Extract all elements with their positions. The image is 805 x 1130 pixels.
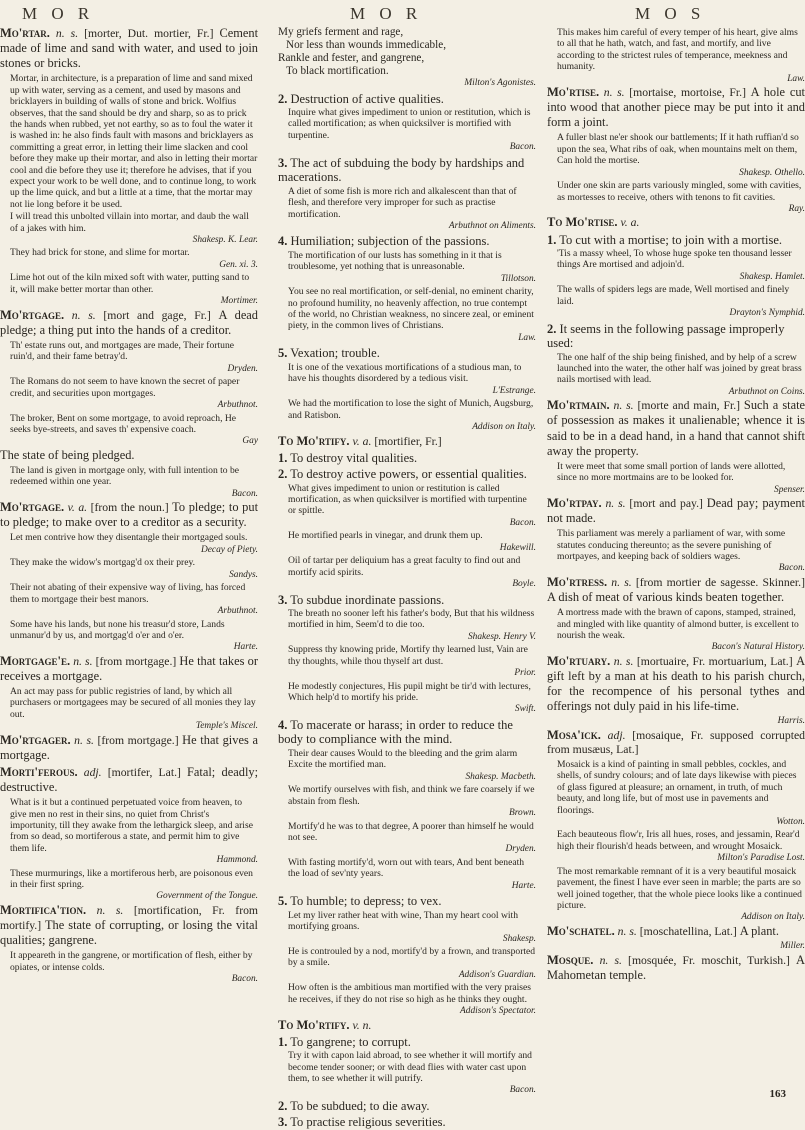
- dictionary-entry: [0, 308, 258, 338]
- citation: Try it with capon laid abroad, to see whether it will mortify and become tender sooner; or with dead flies with water cast upon them, to see whether it will putrify.: [288, 1050, 532, 1085]
- definition: Vexation; trouble.: [290, 346, 380, 361]
- sense-number: 2.: [278, 467, 288, 482]
- citation-source: Harris.: [777, 716, 805, 727]
- definition: Fatal; deadly; destructive.: [0, 764, 259, 795]
- citation-source: Milton's Paradise Lost.: [717, 853, 805, 864]
- etymology: [from mortgage.]: [97, 733, 179, 747]
- sense-definition: [278, 593, 536, 608]
- citation-source: L'Estrange.: [492, 385, 536, 396]
- citation: The walls of spiders legs are made, Well mortised and finely laid.: [557, 284, 790, 307]
- etymology: [morte and main, Fr.]: [637, 399, 741, 413]
- citation-source: Bacon.: [509, 517, 536, 528]
- citation: The land is given in mortgage only, with full intention to be redeemed within one year.: [10, 464, 240, 488]
- sense-number: 1.: [547, 232, 557, 247]
- citation-source: Shakesp. Macbeth.: [465, 771, 536, 782]
- dictionary-entry: [547, 215, 805, 230]
- citation: This makes him careful of every temper of his heart, give alms to all that he hath, watch, and fast, and mortify, and live according to the strictest rules of temperance, meekness and humanity.: [557, 27, 798, 73]
- citation-source: Mortimer.: [220, 296, 258, 307]
- citation-source: Arbuthnot on Coins.: [728, 386, 805, 397]
- citation: Their dear causes Would to the bleeding and the grim alarm Excite the mortified man.: [288, 747, 518, 771]
- definition: To cut with a mortise; to join with a mortise.: [559, 232, 782, 247]
- dictionary-entry: [278, 434, 536, 449]
- citation: 'Tis a massy wheel, To whose huge spoke ten thousand lesser things Are mortised and adjoin'd.: [557, 248, 792, 271]
- etymology: [mortaise, mortoise, Fr.]: [629, 86, 746, 100]
- poem-line: Rankle and fester, and gangrene,: [278, 52, 425, 64]
- sense-definition: [278, 346, 536, 361]
- part-of-speech: n. s.: [613, 654, 634, 668]
- citation-source: Gay: [242, 436, 258, 447]
- sense-definition: [547, 233, 805, 248]
- citation-source: Decay of Piety.: [200, 544, 258, 555]
- sense-number: 3.: [278, 1115, 288, 1130]
- sense-number: 1.: [278, 450, 288, 465]
- citation-source: Arbuthnot.: [217, 400, 258, 410]
- definition: To pledge; to put to pledge; to make over to a creditor as a security.: [0, 500, 259, 530]
- citation-source: Sandys.: [229, 569, 258, 580]
- citation-source: Bacon.: [231, 488, 258, 499]
- sense-definition: [278, 718, 536, 747]
- part-of-speech: v. n.: [352, 1018, 372, 1032]
- part-of-speech: adj.: [83, 765, 102, 779]
- citation: I will tread this unbolted villain into mortar, and daub the wall of a jakes with him.: [10, 211, 249, 234]
- definition: A hole cut into wood that another piece may be put into it and form a joint.: [547, 85, 805, 130]
- sense-number: 2.: [547, 321, 557, 336]
- sense-number: 3.: [278, 155, 288, 170]
- part-of-speech: n. s.: [96, 903, 124, 917]
- definition: To gangrene; to corrupt.: [290, 1034, 411, 1049]
- poem-line: To black mortification.: [286, 65, 389, 77]
- citation: You see no real mortification, or self-denial, no eminent charity, no profound humility, no heavenly affection, no true contempt of the world, no Christian weakness, no sincere zeal, or eminent piety, in the common lives of Christians.: [288, 286, 534, 332]
- part-of-speech: n. s.: [613, 399, 634, 413]
- citation-source: Law.: [518, 332, 536, 343]
- citation: Some have his lands, but none his treasur'd store, Lands unmanur'd by us, and mortgag'd o'er and o'er.: [10, 618, 225, 641]
- citation: The Romans do not seem to have known the secret of paper credit, and securities upon mortgages.: [10, 376, 240, 399]
- citation-source: Wotton.: [776, 816, 805, 827]
- dictionary-entry: [0, 733, 258, 763]
- part-of-speech: n. s.: [611, 575, 632, 589]
- definition: Such a state of possession as makes it unalienable; whence it is said to be in a dead hand, in a hand that cannot shift away the property.: [547, 398, 805, 458]
- definition: Destruction of active qualities.: [290, 91, 444, 106]
- citation-source: Hakewill.: [499, 542, 536, 553]
- headword: To Mo'rtify.: [278, 1017, 350, 1032]
- definition: The state of corrupting, or losing the vital qualities; gangrene.: [0, 918, 258, 948]
- citation-source: Spenser.: [774, 484, 805, 495]
- definition: To practise religious severities.: [290, 1115, 446, 1130]
- headword: Mo'rtpay.: [547, 496, 602, 511]
- headword: Mo'rtmain.: [547, 398, 610, 413]
- definition: It seems in the following passage improperly used:: [547, 321, 785, 351]
- part-of-speech: n. s.: [599, 953, 622, 967]
- citation-source: Bacon.: [509, 142, 536, 153]
- citation-source: Temple's Miscel.: [195, 721, 258, 732]
- citation: Inquire what gives impediment to union or restitution, which is called mortification; as when quicksilver is mortified with turpentine.: [288, 107, 531, 141]
- citation: Mortify'd he was to that degree, A poorer than himself he would not see.: [288, 820, 534, 843]
- dictionary-entry: [0, 903, 258, 948]
- headword: Mo'rtgager.: [0, 732, 71, 747]
- definition: To be subdued; to die away.: [290, 1098, 430, 1113]
- definition: A plant.: [739, 923, 779, 938]
- dictionary-column-left: [0, 26, 258, 1088]
- citation: We had the mortification to lose the sight of Munich, Augsburg, and Ratisbon.: [288, 398, 534, 421]
- citation: The mortification of our lusts has something in it that is troublesome, yet nothing that is unreasonable.: [288, 249, 502, 273]
- citation-source: Bacon's Natural History.: [711, 642, 805, 653]
- citation: This parliament was merely a parliament of war, with some statutes conducing thereunto; as the severe punishing of mortpayes, and keeping back of soldiers wages.: [557, 528, 786, 563]
- sense-number: 4.: [278, 234, 288, 249]
- definition: He that gives a mortgage.: [0, 732, 258, 762]
- part-of-speech: n. s.: [73, 654, 93, 668]
- etymology: [mortuaire, Fr. mortuarium, Lat.]: [636, 654, 793, 668]
- dictionary-entry: [0, 654, 258, 684]
- dictionary-entry: [0, 448, 258, 463]
- citation: They make the widow's mortgag'd ox their prey.: [10, 557, 196, 569]
- citation: He is controuled by a nod, mortify'd by a frown, and transported by a smile.: [288, 946, 536, 969]
- citation-source: Miller.: [780, 941, 805, 951]
- definition: The act of subduing the body by hardships and macerations.: [278, 155, 525, 185]
- part-of-speech: n. s.: [605, 497, 626, 511]
- citation-source: Drayton's Nymphid.: [729, 308, 805, 319]
- citation-source: Harte.: [511, 880, 536, 891]
- etymology: [mosquée, Fr. moschit, Turkish.]: [628, 953, 790, 967]
- citation: Mosaick is a kind of painting in small pebbles, cockles, and shells, of sundry colours; and of late days likewise with pieces of glass figured at pleasure; an ornament, in truth, of much beauty, and long life, but of most use in pavements and floorings.: [557, 758, 797, 816]
- dictionary-column-right: [547, 26, 805, 1088]
- citation-source: Milton's Agonistes.: [464, 78, 536, 88]
- definition: To humble; to depress; to vex.: [290, 894, 442, 909]
- citation: The one half of the ship being finished, and by help of a screw launched into the water, the other half was joined by great brass nails mortised with lead.: [557, 351, 802, 386]
- citation-source: Shakesp. Hamlet.: [739, 271, 805, 282]
- sense-definition: [278, 467, 536, 482]
- dictionary-entry: [547, 953, 805, 983]
- citation-source: Brown.: [509, 808, 536, 819]
- part-of-speech: n. s.: [603, 86, 625, 100]
- etymology: [mort and gage, Fr.]: [103, 308, 211, 322]
- etymology: [morter, Dut. mortier, Fr.]: [84, 27, 214, 40]
- citation-source: Bacon.: [778, 563, 805, 574]
- sense-definition: [278, 1115, 536, 1130]
- dictionary-entry: [0, 765, 258, 795]
- citation: Suppress thy knowing pride, Mortify thy learned lust, Vain are thy thoughts, while thou thyself art dust.: [288, 644, 528, 667]
- part-of-speech: n. s.: [74, 733, 94, 747]
- headword: Mosa'ick.: [547, 727, 601, 742]
- headword: Mo'rtgage.: [0, 307, 65, 322]
- definition: A gift left by a man at his death to his parish church, for the recompence of his personal tythes and offerings not duly paid in his life-time.: [547, 653, 805, 714]
- sense-definition: [278, 92, 536, 107]
- headword: Mo'rtise.: [547, 85, 600, 100]
- citation: Under one skin are parts variously mingled, some with cavities, as mortesses to receive, others with tenons to fit cavities.: [557, 180, 802, 203]
- sense-number: 2.: [278, 91, 288, 106]
- headword: Mo'schatel.: [547, 923, 615, 938]
- definition: To subdue inordinate passions.: [290, 592, 445, 607]
- headword: Mortgage'e.: [0, 653, 71, 668]
- definition: A Mahometan temple.: [547, 952, 805, 982]
- definition: To destroy vital qualities.: [290, 450, 418, 465]
- definition: Dead pay; payment not made.: [547, 496, 805, 526]
- sense-definition: [278, 234, 536, 249]
- etymology: [mortifer, Lat.]: [107, 765, 181, 779]
- citation: The breath no sooner left his father's body, But that his wildness mortified in him, Seem'd to die too.: [288, 608, 535, 631]
- citation: What is it but a continued perpetuated voice from heaven, to give men no rest in their sins, no quiet from Christ's importunity, till they awake from the lethargick sleep, and arise from so dead, so mortiferous a state, and permit him to give them life.: [10, 797, 253, 854]
- citation-source: Swift.: [514, 704, 536, 715]
- citation: Their not abating of their expensive way of living, has forced them to mortgage their best manors.: [10, 582, 246, 605]
- sense-definition: [278, 1035, 536, 1050]
- citation: These murmurings, like a mortiferous herb, are poisonous even in their first spring.: [10, 867, 253, 891]
- citation: A fuller blast ne'er shook our battlements; If it hath ruffian'd so upon the sea, What ribs of oak, when mountains melt on them, Can hold the mortise.: [557, 132, 799, 167]
- citation-source: Hammond.: [216, 855, 258, 866]
- citation-source: Gen. xi. 3.: [219, 259, 258, 270]
- citation: Let my liver rather heat with wine, Than my heart cool with mortifying groans.: [288, 909, 519, 933]
- definition: Cement made of lime and sand with water, and used to join stones or bricks.: [0, 26, 259, 71]
- citation: The broker, Bent on some mortgage, to avoid reproach, He seeks bye-streets, and saves th' expensive coach.: [10, 412, 237, 435]
- citation-source: Law.: [787, 73, 805, 84]
- citation: Lime hot out of the kiln mixed soft with water, putting sand to it, will make better mortar than other.: [10, 272, 250, 295]
- definition: The state of being pledged.: [0, 447, 135, 462]
- citation-source: Arbuthnot on Aliments.: [448, 220, 536, 231]
- poem-line: Nor less than wounds immedicable,: [286, 39, 447, 51]
- sense-definition: [278, 894, 536, 909]
- part-of-speech: adj.: [607, 728, 626, 742]
- citation-source: Prior.: [514, 668, 536, 679]
- citation: A diet of some fish is more rich and alkalescent than that of flesh, and therefore very improper for such as practise mortification.: [288, 185, 517, 220]
- sense-number: 4.: [278, 717, 288, 732]
- citation-source: Bacon.: [231, 974, 258, 985]
- citation: He mortified pearls in vinegar, and drunk them up.: [288, 530, 483, 542]
- etymology: [from mortier de sagesse. Skinner.]: [635, 575, 805, 589]
- etymology: [mortifier, Fr.]: [374, 434, 442, 448]
- definition: He that takes or receives a mortgage.: [0, 653, 258, 683]
- citation: How often is the ambitious man mortified with the very praises he receives, if they do not rise so high as he thinks they ought.: [288, 982, 531, 1005]
- headword: To Mo'rtify.: [278, 433, 350, 448]
- part-of-speech: v. a.: [352, 434, 372, 448]
- headword: Mortifica'tion.: [0, 902, 87, 917]
- citation-source: Dryden.: [505, 844, 536, 855]
- headword: Mo'rtress.: [547, 574, 608, 589]
- citation: It appeareth in the gangrene, or mortification of flesh, either by opiates, or intense colds.: [10, 950, 253, 973]
- etymology: [mortification, Fr. from mortify.]: [0, 903, 259, 933]
- etymology: [mosaique, Fr. supposed corrupted from musæus, Lat.]: [547, 728, 805, 756]
- headword: Mo'rtuary.: [547, 653, 611, 668]
- dictionary-entry: [547, 728, 805, 757]
- sense-number: 5.: [278, 346, 288, 361]
- sense-definition: [278, 451, 536, 466]
- definition: To destroy active powers, or essential qualities.: [290, 467, 527, 482]
- citation-source: Dryden.: [227, 363, 258, 374]
- dictionary-entry: [0, 500, 258, 530]
- headword: Mo'rtgage.: [0, 500, 65, 515]
- headword: Mosque.: [547, 952, 594, 967]
- part-of-speech: v. a.: [620, 216, 640, 230]
- dictionary-entry: [547, 654, 805, 714]
- citation-source: Addison's Spectator.: [460, 1006, 536, 1017]
- citation: Mortar, in architecture, is a preparation of lime and sand mixed up with water, serving as a cement, and used by masons and bricklayers in building of walls of stone and brick. Wolfius observes, that the sand should be dry and sharp, so as to prick the hands when rubbed, yet not earthy, so as to foul the water it is washed in: he also finds fault with masons and bricklayers as committing a great error, in letting their lime slacken and cool before they make up their mortar, and also in letting their mortar cool and die before they use it; therefore he advises, that if you expect your work to be well done, and to continue long, to work up the lime quick, and but a little at a time, that the mortar may not lie long before it be used.: [10, 73, 258, 210]
- citation-source: Harte.: [233, 642, 258, 653]
- sense-number: 2.: [278, 1098, 288, 1113]
- headword: Morti'ferous.: [0, 764, 78, 779]
- part-of-speech: n. s.: [55, 27, 79, 40]
- sense-number: 1.: [278, 1034, 288, 1049]
- citation: Oil of tartar per deliquium has a great faculty to find out and mortify acid spirits.: [288, 555, 521, 578]
- citation-source: Shakesp. Othello.: [739, 167, 805, 178]
- citation-source: Boyle.: [512, 579, 536, 590]
- citation-source: Shakesp. Henry V.: [467, 631, 536, 642]
- citation-source: Government of the Tongue.: [156, 891, 258, 902]
- dictionary-entry: [547, 85, 805, 130]
- citation-source: Shakesp. K. Lear.: [192, 234, 258, 245]
- dictionary-entry: [0, 26, 258, 71]
- etymology: [from the noun.]: [90, 501, 169, 515]
- citation-source: Addison on Italy.: [741, 912, 805, 923]
- etymology: [moschatellina, Lat.]: [639, 924, 737, 938]
- sense-definition: [547, 322, 805, 351]
- dictionary-entry: [547, 924, 805, 939]
- sense-number: 3.: [278, 592, 288, 607]
- citation: An act may pass for public registries of land, by which all purchasers or mortgagees may be secured of all monies they lay out.: [10, 686, 256, 720]
- sense-definition: [278, 1099, 536, 1114]
- dictionary-entry: [278, 1018, 536, 1033]
- citation-source: Addison's Guardian.: [458, 969, 536, 980]
- definition: To macerate or harass; in order to reduce the body to compliance with the mind.: [278, 717, 513, 747]
- part-of-speech: v. a.: [67, 501, 88, 515]
- citation-source: Ray.: [788, 203, 805, 214]
- headword: To Mo'rtise.: [547, 215, 618, 230]
- part-of-speech: n. s.: [617, 924, 637, 938]
- etymology: [mort and pay.]: [629, 497, 703, 511]
- running-header-left: M O R: [22, 4, 95, 23]
- citation: They had brick for stone, and slime for mortar.: [10, 247, 190, 259]
- definition: A dead pledge; a thing put into the hands of a creditor.: [0, 307, 259, 337]
- page-number: 163: [769, 1088, 786, 1100]
- citation: We mortify ourselves with fish, and think we fare coarsely if we abstain from flesh.: [288, 784, 535, 807]
- definition: Humiliation; subjection of the passions.: [290, 234, 490, 249]
- citation-source: Arbuthnot.: [217, 606, 258, 617]
- running-header-middle: M O R: [350, 4, 423, 23]
- part-of-speech: n. s.: [71, 308, 96, 322]
- dictionary-column-middle: [278, 26, 536, 1130]
- etymology: [from mortgage.]: [95, 654, 177, 668]
- headword: Mo'rtar.: [0, 26, 50, 40]
- citation: A mortress made with the brawn of capons, stamped, strained, and mingled with like quantity of almond butter, is excellent to nourish the weak.: [557, 607, 799, 641]
- citation: The most remarkable remnant of it is a very beautiful mosaick pavement, the finest I have ever seen in marble; the parts are so well joined together, that the whole piece looks like a continued picture.: [557, 865, 802, 911]
- poem-line: My griefs ferment and rage,: [278, 26, 404, 38]
- definition: A dish of meat of various kinds beaten together.: [547, 590, 785, 605]
- citation-source: Tillotson.: [500, 273, 536, 284]
- citation: What gives impediment to union or restitution is called mortification, as when quicksilver is mortified with turpentine or spittle.: [288, 482, 527, 517]
- citation-source: Shakesp.: [502, 933, 536, 944]
- dictionary-entry: [547, 398, 805, 458]
- citation: It were meet that some small portion of lands were allotted, since no more mortmains are to be looked for.: [557, 460, 786, 484]
- citation: With fasting mortify'd, worn out with tears, And bent beneath the load of sev'nty years.: [288, 856, 525, 880]
- citation: Th' estate runs out, and mortgages are made, Their fortune ruin'd, and their fame betray'd.: [10, 339, 234, 363]
- citation: He modestly conjectures, His pupil might be tir'd with lectures, Which help'd to mortify his pride.: [288, 680, 531, 704]
- dictionary-entry: [547, 496, 805, 526]
- dictionary-entry: [547, 575, 805, 605]
- sense-definition: [278, 156, 536, 185]
- citation-source: Bacon.: [509, 1085, 536, 1096]
- citation-source: Addison on Italy.: [472, 422, 536, 432]
- sense-number: 5.: [278, 894, 288, 909]
- citation: Each beauteous flow'r, Iris all hues, roses, and jessamin, Rear'd high their flourish'd heads between, and wrought Mosaick.: [557, 829, 800, 852]
- citation: Let men contrive how they disentangle their mortgaged souls.: [10, 532, 248, 544]
- running-header-right: M O S: [635, 4, 706, 23]
- citation: It is one of the vexatious mortifications of a studious man, to have his thoughts disordered by a tedious visit.: [288, 361, 522, 385]
